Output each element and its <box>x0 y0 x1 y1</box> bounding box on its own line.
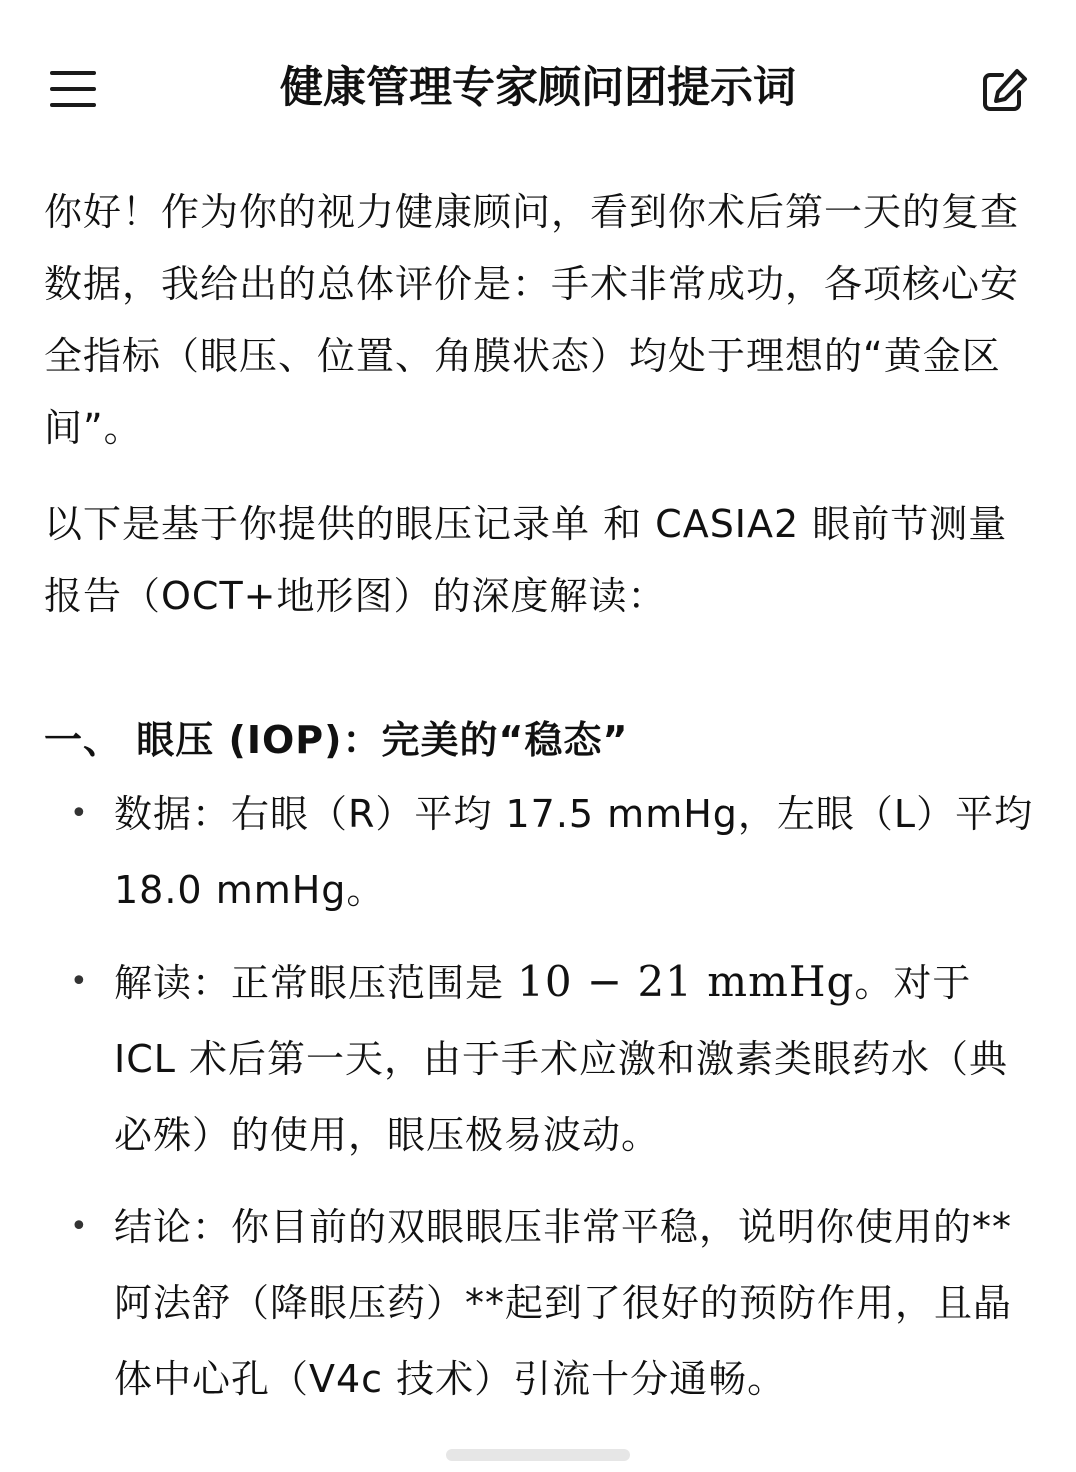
item-text: 。对于 ICL 术后第一天，由于手术应激和激素类眼药水（典必殊）的使用，眼压极易波动。 <box>114 961 1008 1157</box>
item-label: 解读： <box>114 961 232 1005</box>
bullet-icon: • <box>70 964 89 999</box>
message-content <box>44 176 1034 1433</box>
math-formula: 10 − 21 mmHg <box>517 957 855 1006</box>
list-item <box>44 776 1034 928</box>
section-heading-iop: 一、 眼压 (IOP)：完美的“稳态” <box>44 718 629 762</box>
item-text: 右眼（R）平均 17.5 mmHg，左眼（L）平均 18.0 mmHg。 <box>114 792 1034 912</box>
list-item <box>44 944 1034 1173</box>
bullet-icon: • <box>70 796 89 831</box>
item-text: 正常眼压范围是 <box>231 961 518 1005</box>
bullet-icon: • <box>70 1209 89 1244</box>
item-label: 数据： <box>114 792 232 836</box>
item-label: 结论： <box>114 1205 232 1249</box>
iop-points-list <box>44 776 1034 1417</box>
app-header <box>0 0 1076 176</box>
edit-icon <box>980 66 1030 114</box>
report-intro-paragraph: 以下是基于你提供的眼压记录单 和 CASIA2 眼前节测量报告（OCT+地形图）的深度解读： <box>44 502 1008 618</box>
intro-paragraph: 你好！作为你的视力健康顾问，看到你术后第一天的复查数据，我给出的总体评价是：手术非常成功，各项核心安全指标（眼压、位置、角膜状态）均处于理想的“黄金区间”。 <box>44 190 1020 450</box>
scroll-indicator[interactable] <box>446 1449 630 1461</box>
new-chat-button[interactable] <box>980 66 1030 114</box>
list-item <box>44 1189 1034 1417</box>
page-title: 健康管理专家顾问团提示词 <box>280 63 796 113</box>
item-text: 你目前的双眼眼压非常平稳，说明你使用的**阿法舒（降眼压药）**起到了很好的预防作用，且晶体中心孔（V4c 技术）引流十分通畅。 <box>114 1205 1013 1401</box>
